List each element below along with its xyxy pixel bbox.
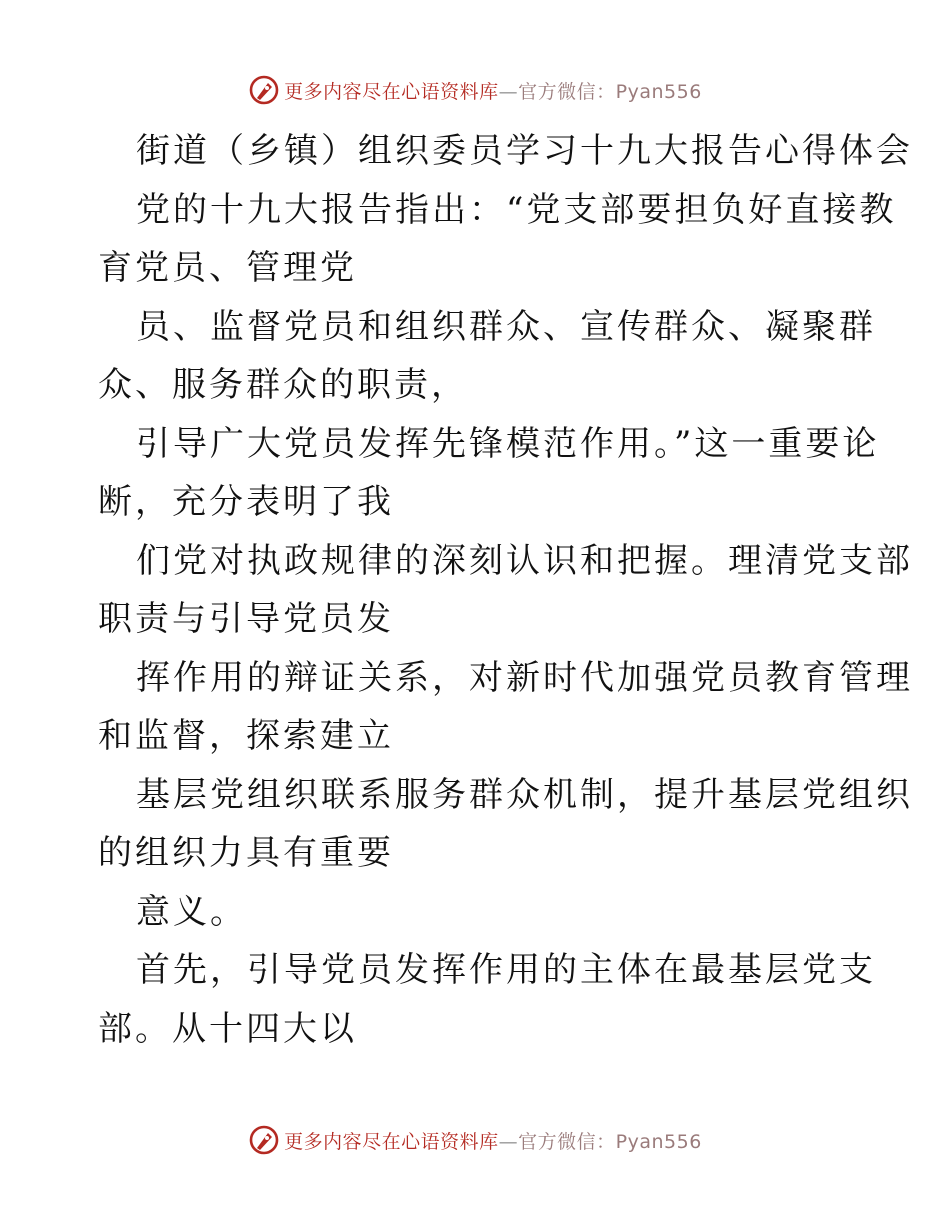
document-body — [98, 122, 913, 1058]
banner-contact-text: 官方微信：Pyan556 — [518, 1130, 702, 1153]
document-title: 街道（乡镇）组织委员学习十九大报告心得体会 — [136, 131, 913, 171]
paragraph-line: 基层党组织联系服务群众机制，提升基层党组织 — [136, 774, 913, 815]
banner-separator: — — [498, 80, 519, 103]
pen-nib-logo-icon — [248, 74, 280, 106]
banner-contact-text: 官方微信：Pyan556 — [518, 80, 702, 103]
header-watermark-banner — [0, 70, 950, 110]
paragraph-line: 引导广大党员发挥先锋模范作用。”这一重要论 — [136, 423, 880, 464]
banner-text — [284, 1127, 702, 1154]
paragraph-line: 党的十九大报告指出：“党支部要担负好直接教 — [136, 189, 897, 230]
paragraph-line: 职责与引导党员发 — [98, 599, 394, 639]
paragraph-line: 意义。 — [136, 891, 247, 932]
banner-site-text: 更多内容尽在心语资料库 — [284, 80, 499, 103]
paragraph-line: 挥作用的辩证关系，对新时代加强党员教育管理 — [136, 657, 913, 698]
paragraph-line: 首先，引导党员发挥作用的主体在最基层党支 — [136, 950, 876, 990]
paragraph-line: 部。从十四大以 — [98, 1008, 357, 1049]
banner-separator: — — [498, 1130, 519, 1153]
paragraph-line: 育党员、管理党 — [98, 248, 357, 288]
paragraph-line: 们党对执政规律的深刻认识和把握。理清党支部 — [136, 540, 913, 581]
paragraph-line: 众、服务群众的职责， — [98, 365, 468, 405]
banner-site-text: 更多内容尽在心语资料库 — [284, 1130, 499, 1153]
banner-text — [284, 77, 702, 104]
paragraph-line: 员、监督党员和组织群众、宣传群众、凝聚群 — [136, 306, 876, 347]
paragraph-line: 断，充分表明了我 — [98, 482, 394, 522]
pen-nib-logo-icon — [248, 1124, 280, 1156]
footer-watermark-banner — [0, 1120, 950, 1160]
paragraph-line: 的组织力具有重要 — [98, 833, 394, 873]
paragraph-line: 和监督，探索建立 — [98, 716, 394, 756]
